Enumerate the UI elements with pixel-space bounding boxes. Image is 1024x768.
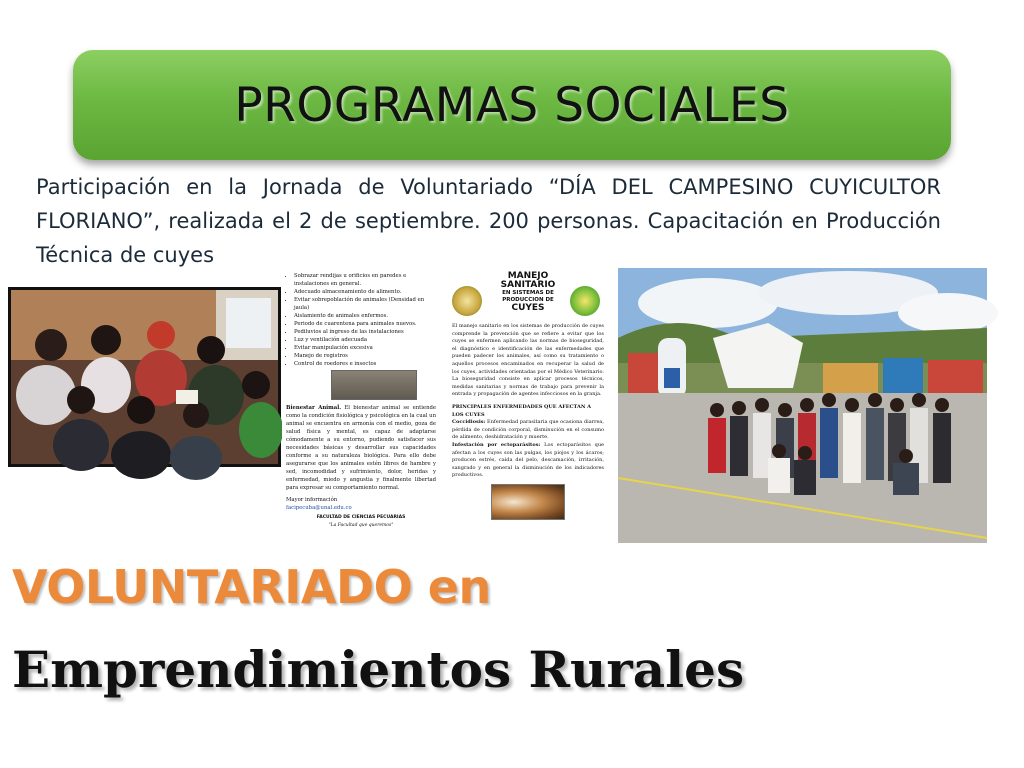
brochure-left-panel	[286, 272, 437, 528]
headline-emprendimientos: Emprendimientos Rurales	[12, 640, 745, 699]
university-logo-icon	[452, 286, 482, 316]
list-item: • Pediluvios al ingreso de las instalaciones	[294, 328, 436, 336]
list-item: • Evitar manipulación excesiva	[294, 344, 436, 352]
bienestar-paragraph	[286, 404, 436, 492]
brochure-heading	[482, 272, 574, 313]
event-description: Participación en la Jornada de Voluntariado “DÍA DEL CAMPESINO CUYICULTOR FLORIANO”, realizada el 2 de septiembre. 200 personas. Capacitación en Producción Técnica de cuyes	[36, 175, 941, 267]
diseases-heading: PRINCIPALES ENFERMEDADES QUE AFECTAN A LOS CUYES	[452, 403, 592, 418]
group-outdoor-illustration	[618, 268, 987, 543]
page-title: PROGRAMAS SOCIALES	[234, 77, 790, 133]
heading-line: PRODUCCION DE	[502, 297, 554, 303]
info-label: Mayor información	[286, 497, 338, 503]
coccidiosis-text: Enfermedad parasitaria que ocasiona diarrea, pérdida de condición corporal, disminución en el consumo de alimento, deshidratación y muerte.	[452, 419, 604, 441]
sanitary-brochure	[282, 268, 610, 528]
brochure-intro: El manejo sanitario en los sistemas de producción de cuyes comprende la prevención que se refiere a evitar que los cuyes se enfermen aplicando las normas de bioseguridad, el diagnóstico e identificación de las enfermedades que pueden padecer los animales, así como su tratamiento o aquellos procesos encaminados en recuperar la salud de los cuyes, actividades orientadas por el Médico Veterinario. La bioseguridad consiste en aplicar procesos técnicos, medidas sanitarias y normas de trabajo para prevenir la entrada y propagación de agentes infecciosos en la granja.	[452, 323, 604, 398]
ectoparasites-label: Infestación por ectoparásitos:	[452, 441, 541, 448]
ectoparasites-text: Los ectoparásitos que afectan a los cuyes son las pulgas, los piojos y los ácaros; producen estrés, caída del pelo, descamación, irritación, sangrado y en general la disminución de los indicadores productivos.	[452, 441, 605, 479]
heading-line: CUYES	[511, 303, 545, 313]
list-item: • Evitar sobrepoblación de animales (Densidad en jaula)	[294, 296, 436, 312]
faculty-logo-icon	[570, 286, 600, 316]
list-item: • Control de roedores e insectos	[294, 360, 436, 368]
list-item: • Sobrazar rendijas u orificios en paredes e instalaciones en general.	[294, 272, 436, 288]
faculty-name: FACULTAD DE CIENCIAS PECUARIAS	[316, 515, 406, 520]
coccidiosis-label: Coccidiosis:	[452, 419, 486, 426]
ectoparasites-paragraph	[452, 442, 604, 480]
group-training-photo	[8, 287, 281, 467]
list-item: • Aislamiento de animales enfermos.	[294, 312, 436, 320]
title-banner	[73, 50, 951, 160]
bienestar-label: Bienestar Animal.	[286, 405, 342, 411]
list-item: • Manejo de registros	[294, 352, 436, 360]
guinea-pigs-photo	[491, 484, 565, 520]
brochure-right-panel	[452, 272, 604, 516]
bienestar-text: El bienestar animal se entiende como la condición fisiológica y psicológica en la cual un animal se encuentra en armonía con el medio, goza de salud física y mental, es capaz de adaptarse cómodamente a su entorno, pudiendo satisfacer sus necesidades básicas y desarrollar sus capacidades conforme a su naturaleza biológica. Para ello debe asegurarse que los animales estén libres de hambre y sed, incomodidad y sufrimiento, dolor, heridas y enfermedad, miedo y angustia y finalmente libertad para expresar su comportamiento normal.	[286, 405, 437, 491]
faculty-slogan: "La Facultad que queremos"	[328, 523, 394, 528]
group-training-illustration	[11, 290, 278, 464]
heading-line: MANEJO	[507, 271, 549, 281]
coccidiosis-paragraph	[452, 419, 604, 442]
heading-line: SANITARIO	[500, 280, 556, 290]
list-item: • Luz y ventilación adecuada	[294, 336, 436, 344]
prevention-list	[286, 272, 436, 368]
heading-line: EN SISTEMAS DE	[502, 290, 554, 296]
list-item: • Periodo de cuarentena para animales nuevos.	[294, 320, 436, 328]
headline-voluntariado: VOLUNTARIADO en	[12, 560, 491, 614]
list-item: • Adecuado almacenamiento de alimento.	[294, 288, 436, 296]
cages-photo	[331, 370, 417, 400]
group-outdoor-photo	[618, 268, 987, 543]
info-email: facipecuba@unal.edu.co	[286, 505, 352, 511]
